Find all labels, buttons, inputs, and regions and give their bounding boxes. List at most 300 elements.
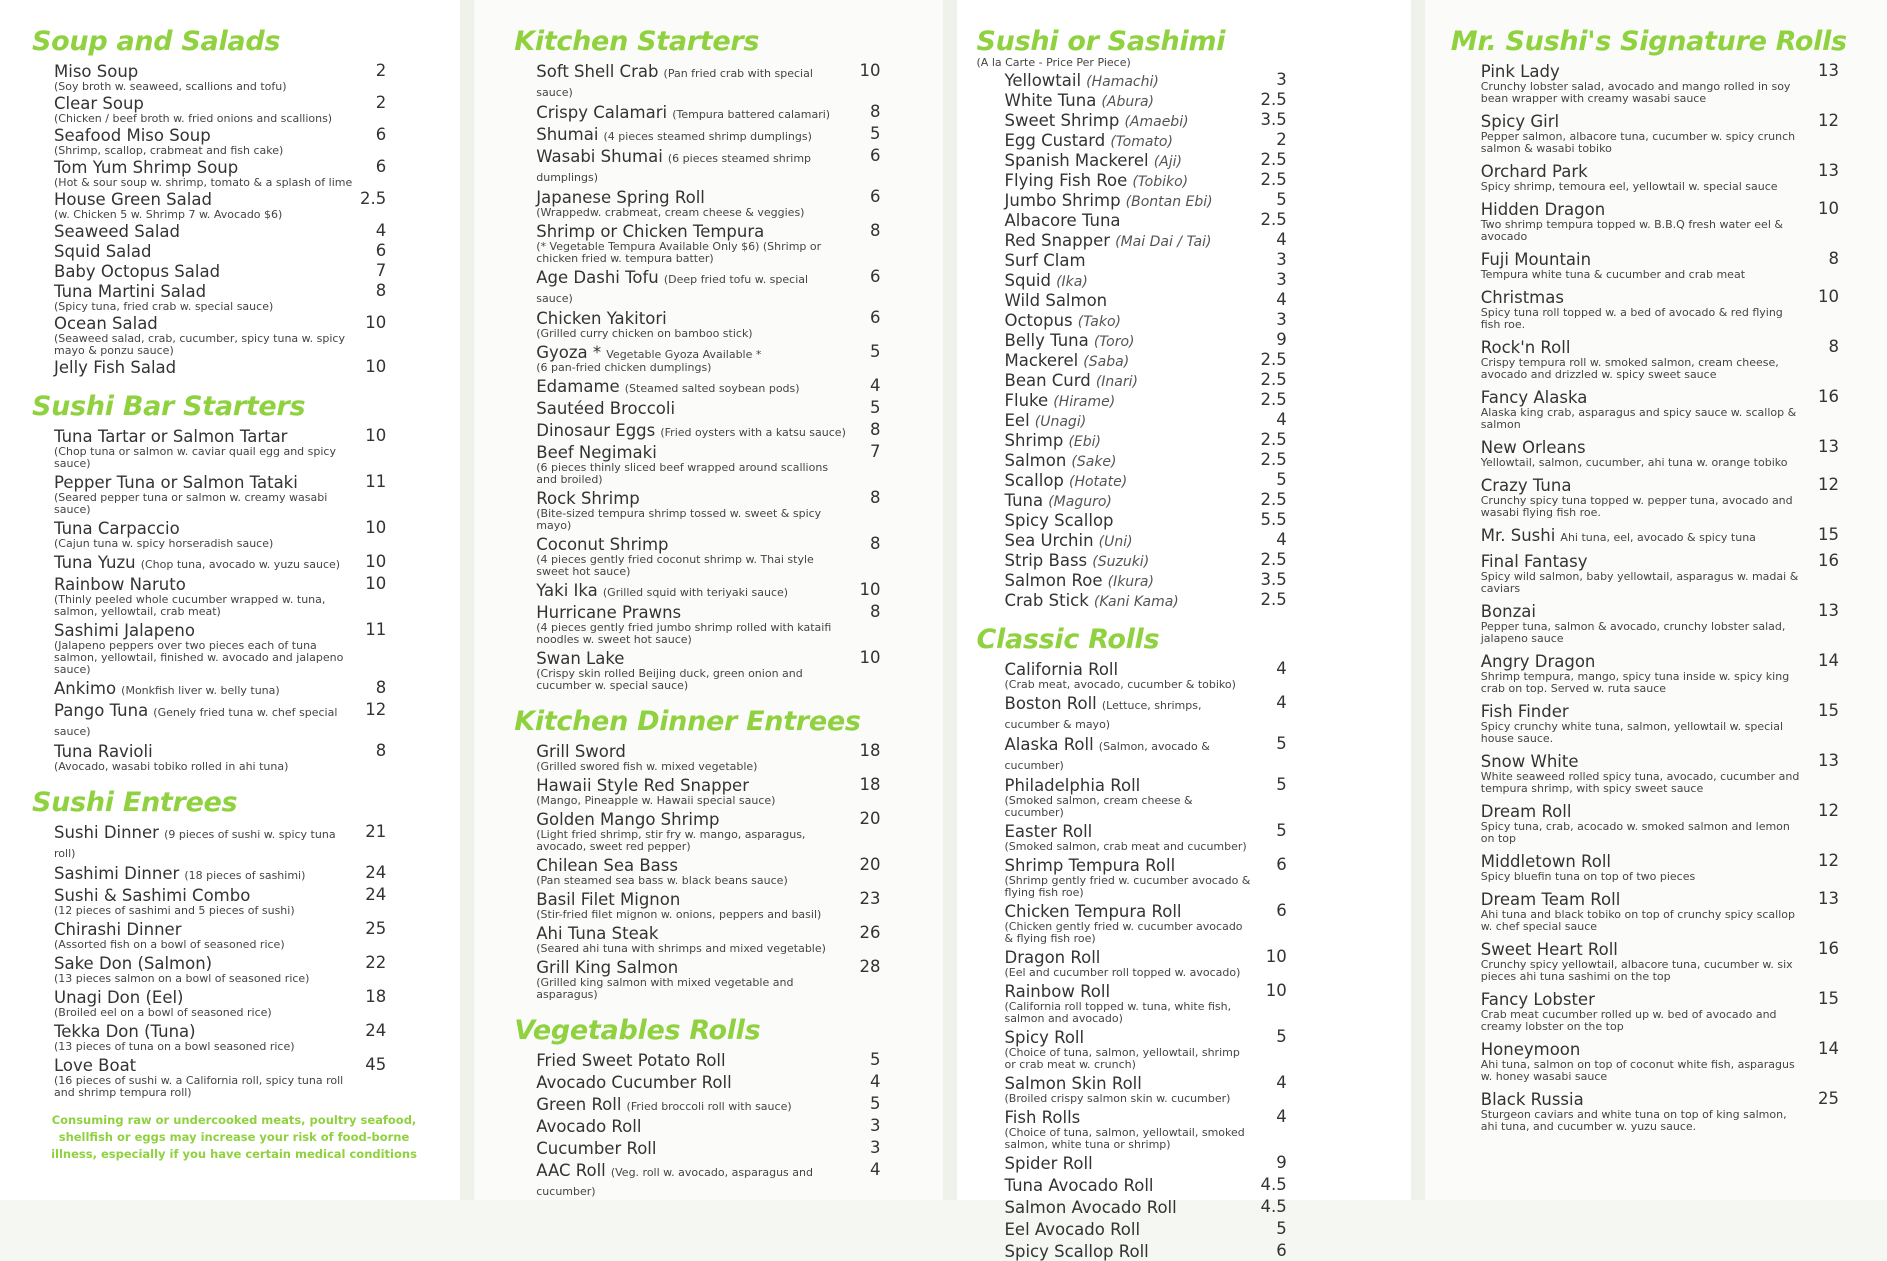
menu-item-description: (4 pieces gently fried coconut shrimp w. Thai style sweet hot sauce) — [536, 553, 814, 578]
menu-item-text — [536, 535, 846, 578]
menu-item-text — [536, 890, 846, 921]
menu-item-text — [1481, 62, 1805, 105]
menu-item-description: Alaska king crab, asparagus and spicy sauce w. scallop & salmon — [1480, 406, 1797, 431]
menu-item-text — [1005, 1176, 1253, 1195]
menu-item-price: 8 — [870, 534, 881, 553]
menu-item-description: (6 pieces thinly sliced beef wrapped around scallions and broiled) — [536, 461, 829, 486]
menu-item-inline-desc: (Tempura battered calamari) — [672, 108, 831, 121]
menu-item-price: 26 — [859, 923, 881, 942]
menu-item — [1005, 982, 1387, 1025]
menu-item-name: Miso Soup — [54, 62, 139, 81]
menu-item-name: Sweet Shrimp — [1004, 111, 1120, 130]
menu-item-price: 2 — [1276, 130, 1287, 149]
menu-item-name: Hawaii Style Red Snapper — [536, 776, 749, 795]
menu-item-price: 5 — [870, 342, 881, 361]
menu-item-name: Wild Salmon — [1004, 291, 1108, 310]
menu-item — [54, 701, 436, 739]
menu-item-text — [54, 988, 352, 1019]
menu-item-name: Rainbow Naruto — [54, 575, 186, 594]
menu-item-price: 22 — [365, 953, 387, 972]
menu-item-price: 10 — [1265, 981, 1287, 1000]
menu-item-text — [1005, 331, 1253, 350]
menu-item-japanese-name: (Kani Kama) — [1093, 594, 1179, 610]
menu-item — [54, 954, 436, 985]
menu-item — [1005, 231, 1387, 250]
menu-item-text — [54, 679, 352, 698]
menu-item-price: 25 — [1818, 1089, 1839, 1108]
menu-item-name: Surf Clam — [1004, 251, 1086, 270]
menu-item — [1005, 660, 1387, 691]
menu-item — [1005, 71, 1387, 90]
menu-item-name: Pepper Tuna or Salmon Tataki — [54, 473, 298, 492]
menu-item-name: Swan Lake — [536, 649, 625, 668]
menu-item-price: 10 — [1265, 947, 1287, 966]
menu-item-text — [1481, 112, 1805, 155]
menu-item-text — [1005, 1154, 1253, 1173]
menu-item-text — [1005, 491, 1253, 510]
menu-item-text — [1005, 251, 1253, 270]
menu-item-inline-desc: (Pan fried crab with special sauce) — [536, 67, 813, 99]
menu-item — [54, 575, 436, 618]
menu-item — [1481, 752, 1863, 795]
menu-item-text — [1481, 852, 1805, 883]
menu-item — [1005, 91, 1387, 110]
menu-item — [54, 823, 436, 861]
menu-item-price: 6 — [375, 241, 387, 260]
menu-item-text — [54, 190, 352, 221]
menu-item-name: Beef Negimaki — [536, 443, 657, 462]
menu-item-name: Coconut Shrimp — [536, 535, 669, 554]
menu-item-description: (12 pieces of sashimi and 5 pieces of sushi) — [54, 904, 295, 917]
menu-item-text — [1005, 371, 1253, 390]
menu-item-name: Mackerel — [1004, 351, 1079, 370]
menu-item-text — [1481, 552, 1805, 595]
menu-item — [1481, 1090, 1863, 1133]
menu-item-inline-desc: (Chop tuna, avocado w. yuzu sauce) — [140, 558, 341, 571]
menu-item — [54, 190, 436, 221]
menu-column-3 — [943, 0, 1411, 1261]
menu-item-inline-desc: (4 pieces steamed shrimp dumplings) — [603, 130, 812, 143]
menu-item-price: 12 — [365, 700, 387, 719]
menu-item-name: Christmas — [1480, 288, 1564, 307]
menu-item — [1005, 1242, 1387, 1261]
menu-item-name: Grill Sword — [536, 742, 626, 761]
menu-item-price: 2 — [375, 93, 387, 112]
menu-item — [54, 358, 436, 377]
menu-item-name: Ocean Salad — [54, 314, 158, 333]
menu-item-name: Tuna Carpaccio — [54, 519, 180, 538]
menu-item-description: Spicy shrimp, temoura eel, yellowtail w. special sauce — [1480, 180, 1778, 193]
menu-item-description: Yellowtail, salmon, cucumber, ahi tuna w. orange tobiko — [1480, 456, 1788, 469]
menu-item-text — [1005, 1028, 1253, 1071]
menu-item-description: (Jalapeno peppers over two pieces each of tuna salmon, yellowtail, finished w. avocado and jalapeno sauce) — [54, 639, 344, 676]
menu-item-text — [536, 649, 846, 692]
menu-item-name: Salmon Skin Roll — [1004, 1074, 1142, 1093]
menu-item-text — [1005, 391, 1253, 410]
menu-item — [1005, 371, 1387, 390]
menu-item-description: (Smoked salmon, cream cheese & cucumber) — [1004, 794, 1193, 819]
menu-item-description: (Choice of tuna, salmon, yellowtail, smoked salmon, white tuna or shrimp) — [1004, 1126, 1245, 1151]
menu-item-text — [54, 575, 352, 618]
menu-item-name: Baby Octopus Salad — [54, 262, 221, 281]
menu-item — [54, 94, 436, 125]
menu-item-price: 4 — [870, 1072, 881, 1091]
menu-item-text — [536, 103, 846, 122]
menu-item-price: 5 — [1276, 734, 1287, 753]
menu-item-text — [1481, 526, 1805, 545]
menu-item-description: (Light fried shrimp, stir fry w. mango, asparagus, avocado, sweet red pepper) — [536, 828, 806, 853]
menu-item — [54, 679, 436, 698]
menu-item — [1005, 1198, 1387, 1217]
menu-item-price: 5 — [1276, 775, 1287, 794]
menu-item-name: Dream Roll — [1480, 802, 1572, 821]
menu-item-text — [54, 553, 352, 572]
menu-item-text — [1481, 990, 1805, 1033]
menu-item-description: (Seared ahi tuna with shrimps and mixed vegetable) — [536, 942, 826, 955]
menu-item-text — [536, 1051, 846, 1070]
menu-item-name: Crab Stick — [1004, 591, 1089, 610]
menu-item-text — [536, 1073, 846, 1092]
menu-item-name: Hurricane Prawns — [536, 603, 682, 622]
menu-item-description: (Eel and cucumber roll topped w. avocado) — [1004, 966, 1241, 979]
menu-item-description: Spicy bluefin tuna on top of two pieces — [1480, 870, 1696, 883]
menu-item-price: 10 — [1818, 199, 1839, 218]
menu-item-description: (Crispy skin rolled Beijing duck, green onion and cucumber w. special sauce) — [536, 667, 803, 692]
menu-item — [1005, 491, 1387, 510]
menu-item-japanese-name: (Aji) — [1153, 154, 1182, 170]
menu-item-text — [54, 742, 352, 773]
menu-item — [1005, 1220, 1387, 1239]
section-title: Classic Rolls — [976, 624, 1160, 655]
menu-item-price: 3 — [1276, 270, 1287, 289]
menu-column-1 — [0, 0, 460, 1200]
menu-item-name: Sashimi Jalapeno — [54, 621, 195, 640]
menu-item-price: 4 — [870, 376, 881, 395]
menu-item-name: Belly Tuna — [1004, 331, 1089, 350]
menu-item-text — [536, 377, 846, 396]
menu-item-price: 4 — [1276, 290, 1287, 309]
menu-item-name: Tuna Tartar or Salmon Tartar — [54, 427, 288, 446]
menu-item-name: Crazy Tuna — [1480, 476, 1572, 495]
menu-item-price: 13 — [1818, 601, 1839, 620]
menu-item-text — [1481, 652, 1805, 695]
menu-item-text — [54, 242, 352, 261]
menu-item-text — [1005, 1198, 1253, 1217]
menu-item-text — [1005, 171, 1253, 190]
menu-item-description: (16 pieces of sushi w. a California roll, spicy tuna roll and shrimp tempura roll) — [54, 1074, 344, 1099]
menu-item-text — [1481, 890, 1805, 933]
menu-item — [1481, 338, 1863, 381]
menu-item-text — [1005, 1074, 1253, 1105]
menu-item — [536, 856, 918, 887]
menu-item-price: 2.5 — [1260, 150, 1287, 169]
menu-item — [54, 314, 436, 357]
menu-item-price: 18 — [859, 741, 881, 760]
menu-item — [536, 603, 918, 646]
menu-item-description: (Grilled king salmon with mixed vegetable and asparagus) — [536, 976, 794, 1001]
menu-item-price: 18 — [859, 775, 881, 794]
menu-item — [54, 126, 436, 157]
menu-item-name: Chirashi Dinner — [54, 920, 182, 939]
menu-item-text — [54, 62, 352, 93]
menu-item-name: Salmon — [1004, 451, 1067, 470]
menu-item-name: Unagi Don (Eel) — [54, 988, 184, 1007]
menu-item-price: 5 — [870, 1094, 881, 1113]
menu-item-price: 5 — [1276, 1027, 1287, 1046]
menu-item-text — [54, 158, 352, 189]
menu-item-name: AAC Roll — [536, 1161, 606, 1180]
menu-item-price: 5 — [1276, 190, 1287, 209]
menu-item-description: (Wrappedw. crabmeat, cream cheese & veggies) — [536, 206, 805, 219]
menu-item-japanese-name: (Abura) — [1101, 94, 1155, 110]
menu-section — [32, 26, 436, 377]
menu-item-name: Shrimp or Chicken Tempura — [536, 222, 765, 241]
menu-item-price: 5.5 — [1260, 510, 1287, 529]
menu-item — [1481, 62, 1863, 105]
menu-item — [1005, 1074, 1387, 1105]
menu-item-price: 6 — [1276, 855, 1287, 874]
menu-item-name: Philadelphia Roll — [1004, 776, 1141, 795]
menu-item — [536, 581, 918, 600]
menu-item-text — [54, 126, 352, 157]
menu-item-name: Shrimp — [1004, 431, 1064, 450]
menu-item-text — [1005, 1220, 1253, 1239]
menu-item-price: 16 — [1818, 551, 1839, 570]
menu-item — [1481, 388, 1863, 431]
menu-item-text — [54, 358, 352, 377]
menu-item — [1005, 191, 1387, 210]
menu-item-price: 2.5 — [360, 189, 387, 208]
menu-item-price: 8 — [870, 602, 881, 621]
menu-item-price: 14 — [1818, 651, 1839, 670]
menu-item-text — [54, 920, 352, 951]
menu-item-price: 4 — [375, 221, 387, 240]
menu-item-text — [54, 519, 352, 550]
menu-item-description: (* Vegetable Tempura Available Only $6) (Shrimp or chicken fried w. tempura batter) — [536, 240, 822, 265]
menu-item-text — [536, 810, 846, 853]
menu-item-name: Rock Shrimp — [536, 489, 640, 508]
menu-item-name: Shrimp Tempura Roll — [1004, 856, 1176, 875]
menu-item-name: Chilean Sea Bass — [536, 856, 678, 875]
menu-item — [1481, 112, 1863, 155]
menu-item-description: Crab meat cucumber rolled up w. bed of avocado and creamy lobster on the top — [1480, 1008, 1777, 1033]
menu-item — [1005, 311, 1387, 330]
menu-item — [536, 222, 918, 265]
menu-item-price: 4 — [1276, 1107, 1287, 1126]
menu-item-description: Crunchy spicy yellowtail, albacore tuna, cucumber w. six pieces ahi tuna sashimi on the top — [1480, 958, 1793, 983]
menu-section — [1450, 26, 1863, 1133]
menu-item-name: Strip Bass — [1004, 551, 1088, 570]
menu-item-name: Grill King Salmon — [536, 958, 679, 977]
menu-item-text — [1481, 162, 1805, 193]
menu-item-name: Sake Don (Salmon) — [54, 954, 213, 973]
menu-item-text — [1005, 948, 1253, 979]
menu-item-description: (13 pieces salmon on a bowl of seasoned rice) — [54, 972, 310, 985]
menu-item-name: Wasabi Shumai — [536, 147, 663, 166]
menu-item-text — [1481, 288, 1805, 331]
menu-item-description: (w. Chicken 5 w. Shrimp 7 w. Avocado $6) — [54, 208, 283, 221]
menu-item-text — [1005, 191, 1253, 210]
menu-section — [514, 26, 918, 692]
menu-item-text — [1481, 802, 1805, 845]
menu-item-description: (California roll topped w. tuna, white fish, salmon and avocado) — [1004, 1000, 1232, 1025]
menu-item-text — [1005, 271, 1253, 290]
menu-item-japanese-name: (Ika) — [1056, 274, 1088, 290]
menu-item — [1005, 251, 1387, 270]
menu-item-price: 6 — [375, 157, 387, 176]
menu-item — [536, 125, 918, 144]
menu-item-price: 16 — [1818, 939, 1839, 958]
menu-item-name: Chicken Yakitori — [536, 309, 667, 328]
menu-item-description: Spicy tuna roll topped w. a bed of avocado & red flying fish roe. — [1480, 306, 1783, 331]
menu-item-price: 12 — [1818, 111, 1839, 130]
menu-item — [54, 158, 436, 189]
menu-item-price: 10 — [365, 426, 387, 445]
menu-item-price: 2.5 — [1260, 490, 1287, 509]
menu-item-text — [536, 742, 846, 773]
menu-item-name: Tuna Martini Salad — [54, 282, 207, 301]
menu-item-price: 5 — [1276, 1219, 1287, 1238]
menu-item — [1005, 431, 1387, 450]
menu-item — [536, 268, 918, 306]
menu-item — [1005, 271, 1387, 290]
menu-item — [536, 1073, 918, 1092]
menu-item-price: 4 — [870, 1160, 881, 1179]
menu-item-price: 3 — [1276, 250, 1287, 269]
menu-item — [1005, 591, 1387, 610]
menu-item-text — [536, 309, 846, 340]
menu-item-text — [1481, 1090, 1805, 1133]
menu-item-name: Boston Roll — [1004, 694, 1097, 713]
menu-item-text — [1481, 940, 1805, 983]
menu-item-text — [1481, 1040, 1805, 1083]
menu-item — [1005, 511, 1387, 530]
menu-item-name: Tekka Don (Tuna) — [54, 1022, 196, 1041]
menu-item-name: Alaska Roll — [1004, 735, 1094, 754]
menu-item-text — [536, 924, 846, 955]
menu-item-price: 5 — [870, 1050, 881, 1069]
menu-item-price: 8 — [375, 678, 387, 697]
menu-item — [1481, 526, 1863, 545]
menu-section — [976, 624, 1387, 1261]
menu-item-description: Two shrimp tempura topped w. B.B.Q fresh water eel & avocado — [1480, 218, 1783, 243]
menu-item-price: 4 — [1276, 230, 1287, 249]
menu-item-price: 6 — [870, 308, 881, 327]
menu-item-name: Sea Urchin — [1004, 531, 1094, 550]
menu-item-text — [1481, 338, 1805, 381]
menu-item — [1005, 351, 1387, 370]
menu-item-price: 28 — [859, 957, 881, 976]
section-title: Sushi Entrees — [32, 787, 238, 818]
menu-item-price: 10 — [859, 61, 881, 80]
menu-item-text — [54, 864, 352, 883]
menu-item-text — [1481, 438, 1805, 469]
menu-item-text — [1005, 111, 1253, 130]
menu-item-price: 25 — [365, 919, 387, 938]
menu-item-text — [536, 603, 846, 646]
menu-item-inline-desc: (9 pieces of sushi w. spicy tuna roll) — [54, 828, 336, 860]
menu-item-japanese-name: (Toro) — [1093, 334, 1135, 350]
menu-item — [1481, 552, 1863, 595]
menu-item-text — [1005, 411, 1253, 430]
menu-item — [1481, 438, 1863, 469]
menu-item-japanese-name: (Amaebi) — [1124, 114, 1189, 130]
menu-item-text — [1005, 571, 1253, 590]
menu-item-description: Ahi tuna, salmon on top of coconut white fish, asparagus w. honey wasabi sauce — [1480, 1058, 1795, 1083]
menu-item-price: 4.5 — [1260, 1175, 1287, 1194]
menu-item — [1481, 802, 1863, 845]
menu-item-price: 13 — [1818, 889, 1839, 908]
menu-section — [514, 706, 918, 1001]
menu-item-description: (Grilled swored fish w. mixed vegetable) — [536, 760, 758, 773]
menu-item-price: 6 — [1276, 1241, 1287, 1260]
menu-item-inline-desc: Ahi tuna, eel, avocado & spicy tuna — [1560, 531, 1756, 544]
menu-item-text — [1005, 856, 1253, 899]
menu-item — [1005, 822, 1387, 853]
health-disclaimer: Consuming raw or undercooked meats, poultry seafood, shellfish or eggs may increase your risk of food-borne illness, especially if you have certain medical conditions — [51, 1113, 417, 1161]
menu-item — [1481, 162, 1863, 193]
menu-item-price: 10 — [859, 580, 881, 599]
menu-item — [536, 1051, 918, 1070]
menu-item — [536, 343, 918, 374]
menu-item-japanese-name: (Maguro) — [1048, 494, 1112, 510]
menu-item-price: 8 — [870, 102, 881, 121]
menu-item-text — [536, 188, 846, 219]
menu-item-price: 24 — [365, 863, 387, 882]
menu-item-price: 4 — [1276, 659, 1287, 678]
menu-item-text — [536, 421, 846, 440]
menu-item-name: Hidden Dragon — [1480, 200, 1606, 219]
menu-item-price: 5 — [1276, 470, 1287, 489]
menu-item-name: Flying Fish Roe — [1004, 171, 1128, 190]
menu-item — [54, 553, 436, 572]
menu-item-price: 21 — [365, 822, 387, 841]
menu-item-text — [54, 1056, 352, 1099]
menu-item-name: Tuna Ravioli — [54, 742, 153, 761]
menu-item-name: Dragon Roll — [1004, 948, 1101, 967]
menu-item-price: 2.5 — [1260, 550, 1287, 569]
menu-item — [1005, 151, 1387, 170]
menu-item — [1005, 735, 1387, 773]
menu-item-japanese-name: (Saba) — [1083, 354, 1130, 370]
menu-item-text — [1005, 591, 1253, 610]
menu-item-text — [1481, 388, 1805, 431]
menu-item — [536, 443, 918, 486]
menu-item-description: Pepper salmon, albacore tuna, cucumber w. spicy crunch salmon & wasabi tobiko — [1480, 130, 1796, 155]
menu-item-text — [536, 147, 846, 185]
menu-item-name: Shumai — [536, 125, 599, 144]
menu-item-price: 2.5 — [1260, 90, 1287, 109]
menu-item-price: 3 — [1276, 70, 1287, 89]
menu-item-price: 16 — [1818, 387, 1839, 406]
menu-item — [54, 62, 436, 93]
menu-item-text — [1005, 660, 1253, 691]
menu-item-name: Pink Lady — [1480, 62, 1560, 81]
menu-item-price: 4 — [1276, 1073, 1287, 1092]
menu-item-text — [1005, 511, 1253, 530]
menu-item-name: Spanish Mackerel — [1004, 151, 1149, 170]
menu-item-name: Ankimo — [54, 679, 117, 698]
section-title: Sushi or Sashimi — [976, 26, 1226, 57]
menu-item — [54, 282, 436, 313]
menu-item-description: (Grilled curry chicken on bamboo stick) — [536, 327, 753, 340]
menu-item-description: Spicy wild salmon, baby yellowtail, asparagus w. madai & caviars — [1480, 570, 1799, 595]
menu-item-inline-desc: (Steamed salted soybean pods) — [624, 382, 800, 395]
menu-item-price: 15 — [1818, 525, 1839, 544]
menu-item-name: Spicy Scallop Roll — [1004, 1242, 1149, 1261]
menu-item-inline-desc: (6 pieces steamed shrimp dumplings) — [536, 152, 812, 184]
menu-item-price: 12 — [1818, 475, 1839, 494]
